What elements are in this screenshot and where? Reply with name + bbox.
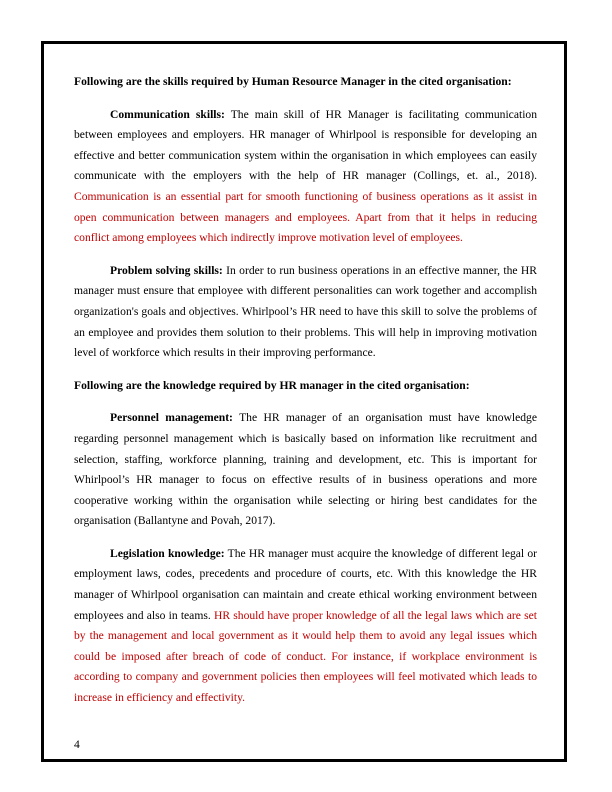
legislation-knowledge-label: Legislation knowledge: bbox=[110, 546, 225, 560]
communication-skills-highlight: Communication is an essential part for smooth functioning of business operations as it assist in open communication between managers and employees. Apart from that it helps in reducing conflict among employees which indirectly improve motivation level of employees. bbox=[74, 189, 537, 245]
communication-skills-paragraph bbox=[74, 105, 537, 249]
page-number: 4 bbox=[74, 738, 80, 751]
problem-solving-label: Problem solving skills: bbox=[110, 263, 223, 277]
personnel-management-paragraph bbox=[74, 408, 537, 532]
communication-skills-text: The main skill of HR Manager is facilitating communication between employees and employers. HR manager of Whirlpool is responsible for developing an effective and better communication system within the organisation in which employees can easily communicate with the employers with the help of HR manager (Collings, et. al., 2018). bbox=[74, 107, 538, 183]
knowledge-heading: Following are the knowledge required by HR manager in the cited organisation: bbox=[74, 378, 470, 392]
skills-heading: Following are the skills required by Human Resource Manager in the cited organisation: bbox=[74, 75, 512, 88]
personnel-management-label: Personnel management: bbox=[110, 411, 233, 425]
problem-solving-text: In order to run business operations in an effective manner, the HR manager must ensure that employee with different personalities can work together and accomplish organization's goals and objectives. Whirlpool’s HR need to have this skill to solve the problems of an employee and provides them solution to their problems. This will help in improving motivation level of workforce which results in their improving performance. bbox=[74, 263, 537, 360]
problem-solving-paragraph bbox=[74, 261, 537, 364]
personnel-management-text: The HR manager of an organisation must have knowledge regarding personnel management which is basically based on information like recruitment and selection, staffing, workforce planning, training and development, etc. This is important for Whirlpool’s HR manager to focus on effective results of in business operations and more cooperative working within the organisation while selecting or hiring best candidates for the organisation (Ballantyne and Povah, 2017). bbox=[74, 411, 537, 528]
legislation-knowledge-paragraph bbox=[74, 544, 537, 709]
legislation-knowledge-text: The HR manager must acquire the knowledge of different legal or employment laws, codes, precedents and procedure of courts, etc. With this knowledge the HR manager of Whirlpool organisation can maintain and create ethical working environment between employees and also in teams. bbox=[74, 546, 537, 622]
communication-skills-label: Communication skills: bbox=[110, 107, 225, 121]
document-body bbox=[74, 72, 537, 721]
legislation-knowledge-highlight: HR should have proper knowledge of all the legal laws which are set by the management and local government as it would help them to avoid any legal issues which could be imposed after breach of code of conduct. For instance, if workplace environment is according to company and government policies then employees will feel motivated which leads to increase in efficiency and effectivity. bbox=[74, 608, 537, 705]
